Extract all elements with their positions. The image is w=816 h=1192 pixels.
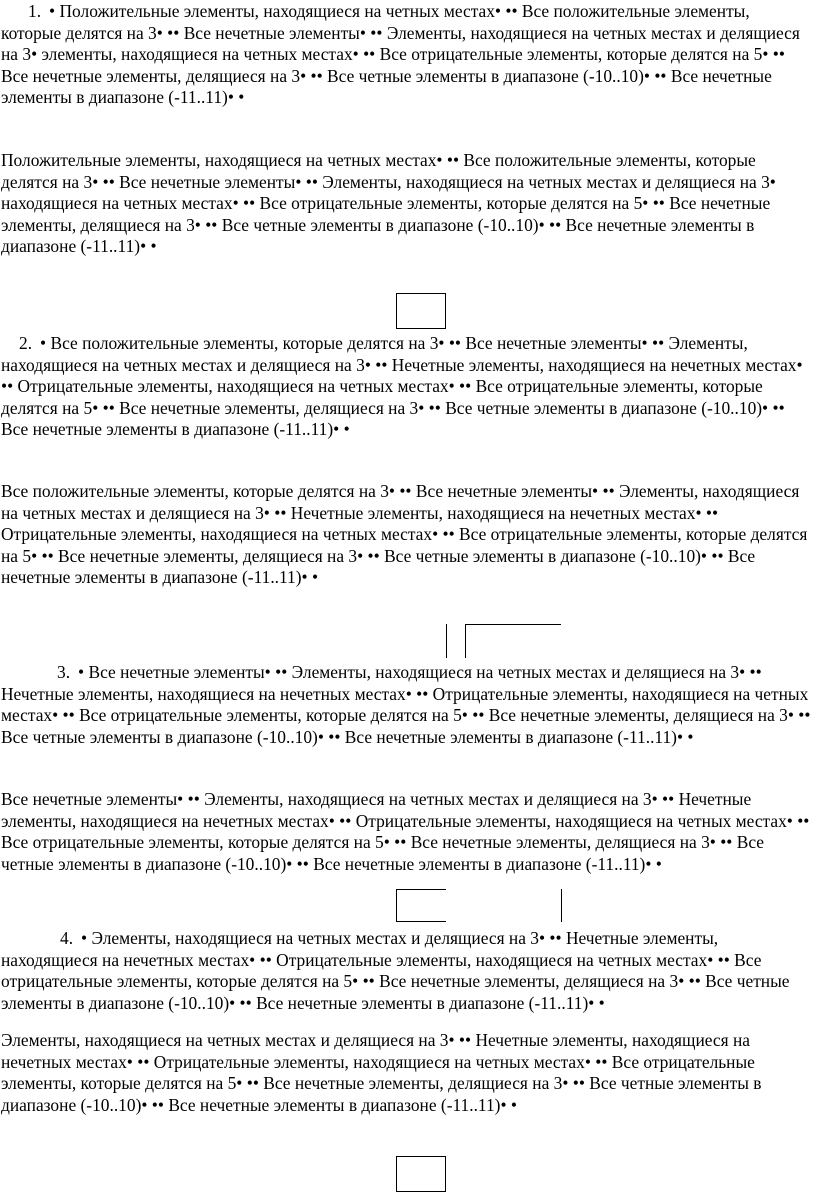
question-number: 4. xyxy=(60,928,74,948)
question-4 xyxy=(1,928,813,1014)
repeat-text: Положительные элементы, находящиеся на четных местах• •• Все положительные элементы, которые делятся на 3• •• Все нечетные элементы• •• Элементы, находящиеся на четных местах и делящиеся на 3• находящиеся на четных местах• •• Все отрицательные элементы, которые делятся на 5• •• Все нечетные элементы, делящиеся на 3• •• Все четные элементы в диапазоне (-10..10)• •• Все нечетные элементы в диапазоне (-11..11)• • xyxy=(1,150,776,256)
question-text: Все положительные элементы, которые делятся на 3• •• Все нечетные элементы• •• Элементы, находящиеся на четных местах и делящиеся на 3• •• Нечетные элементы, находящиеся на нечетных местах• •• Отрицательные элементы, находящиеся на четных местах• •• Все отрицательные элементы, которые делятся на 5• •• Все нечетные элементы, делящиеся на 3• •• Все четные элементы в диапазоне (-10..10)• •• Все нечетные элементы в диапазоне (-11..11)• • xyxy=(1,333,803,439)
question-text: Элементы, находящиеся на четных местах и делящиеся на 3• •• Нечетные элементы, находящиеся на нечетных местах• •• Отрицательные элементы, находящиеся на четных местах• •• Все отрицательные элементы, которые делятся на 5• •• Все нечетные элементы, делящиеся на 3• •• Все четные элементы в диапазоне (-10..10)• •• Все нечетные элементы в диапазоне (-11..11)• • xyxy=(1,928,790,1013)
repeat-text: Элементы, находящиеся на четных местах и делящиеся на 3• •• Нечетные элементы, находящиеся на нечетных местах• •• Отрицательные элементы, находящиеся на четных местах• •• Все отрицательные элементы, которые делятся на 5• •• Все нечетные элементы, делящиеся на 3• •• Все четные элементы в диапазоне (-10..10)• •• Все нечетные элементы в диапазоне (-11..11)• • xyxy=(1,1030,762,1115)
answer-divider xyxy=(446,624,447,658)
question-text: Положительные элементы, находящиеся на четных местах• •• Все положительные элементы, которые делятся на 3• •• Все нечетные элементы• •• Элементы, находящиеся на четных местах и делящиеся на 3• элементы, находящиеся на четных местах• •• Все отрицательные элементы, которые делятся на 5• •• Все нечетные элементы, делящиеся на 3• •• Все четные элементы в диапазоне (-10..10)• •• Все нечетные элементы в диапазоне (-11..11)• • xyxy=(1,1,800,107)
question-1-repeat xyxy=(1,150,813,258)
question-4-repeat xyxy=(1,1030,813,1116)
repeat-text: Все нечетные элементы• •• Элементы, находящиеся на четных местах и делящиеся на 3• •• Нечетные элементы, находящиеся на нечетных местах• •• Отрицательные элементы, находящиеся на четных местах• •• Все отрицательные элементы, которые делятся на 5• •• Все нечетные элементы, делящиеся на 3• •• Все четные элементы в диапазоне (-10..10)• •• Все нечетные элементы в диапазоне (-11..11)• • xyxy=(1,789,810,874)
answer-line xyxy=(396,889,446,890)
question-3-repeat xyxy=(1,789,813,875)
answer-line xyxy=(396,921,446,922)
question-1 xyxy=(1,1,813,109)
answer-divider xyxy=(396,889,397,922)
answer-line xyxy=(465,624,561,625)
question-number: 2. xyxy=(19,333,33,353)
answer-divider xyxy=(561,889,562,922)
answer-box xyxy=(396,293,446,329)
lead-bullet: • xyxy=(81,928,88,948)
question-3 xyxy=(1,662,813,748)
lead-bullet: • xyxy=(78,662,85,682)
question-2-repeat xyxy=(1,481,813,589)
answer-box xyxy=(396,1156,446,1192)
repeat-text: Все положительные элементы, которые делятся на 3• •• Все нечетные элементы• •• Элементы, находящиеся на четных местах и делящиеся на 3• •• Нечетные элементы, находящиеся на нечетных местах• •• Отрицательные элементы, находящиеся на четных местах• •• Все отрицательные элементы, которые делятся на 5• •• Все нечетные элементы, делящиеся на 3• •• Все четные элементы в диапазоне (-10..10)• •• Все нечетные элементы в диапазоне (-11..11)• • xyxy=(1,481,808,587)
lead-bullet: • xyxy=(49,1,56,21)
question-text: Все нечетные элементы• •• Элементы, находящиеся на четных местах и делящиеся на 3• •• Нечетные элементы, находящиеся на нечетных местах• •• Отрицательные элементы, находящиеся на четных местах• •• Все отрицательные элементы, которые делятся на 5• •• Все нечетные элементы, делящиеся на 3• •• Все четные элементы в диапазоне (-10..10)• •• Все нечетные элементы в диапазоне (-11..11)• • xyxy=(1,662,811,747)
question-number: 1. xyxy=(28,1,42,21)
lead-bullet: • xyxy=(40,333,47,353)
question-2 xyxy=(1,333,813,441)
question-number: 3. xyxy=(57,662,71,682)
answer-divider xyxy=(465,624,466,658)
